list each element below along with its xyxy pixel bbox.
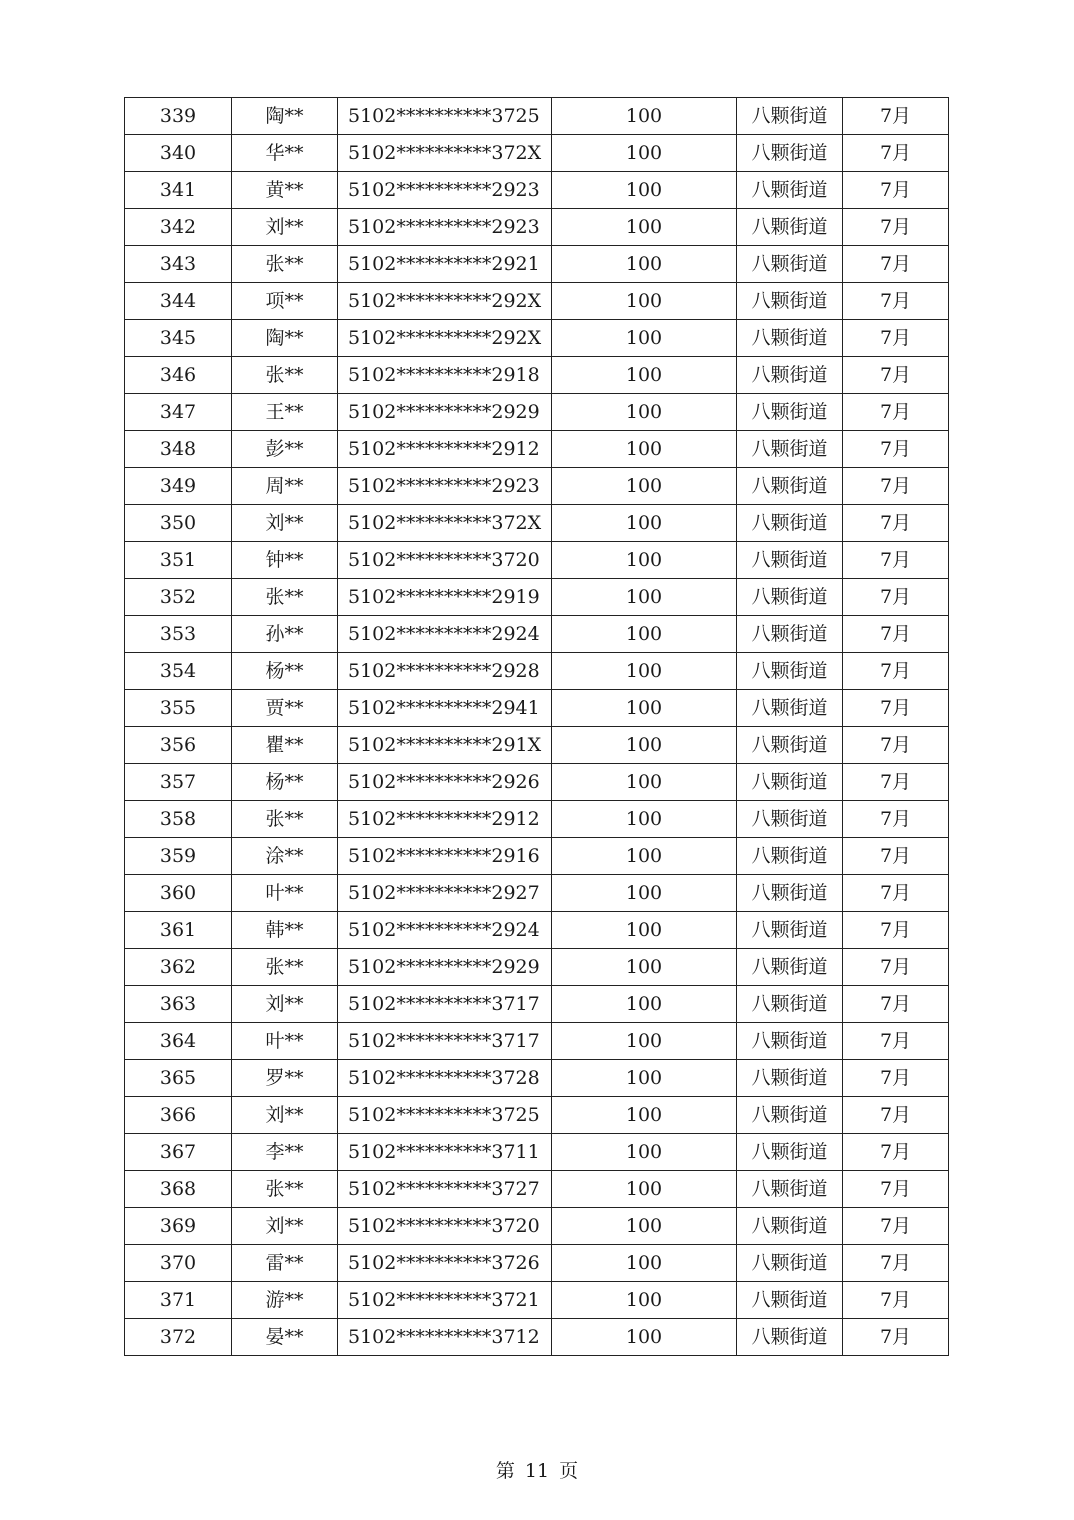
cell-amount: 100 xyxy=(552,653,737,690)
cell-street: 八颗街道 xyxy=(737,542,843,579)
cell-amount: 100 xyxy=(552,357,737,394)
cell-name: 陶** xyxy=(232,320,338,357)
cell-month: 7月 xyxy=(843,1134,949,1171)
cell-month: 7月 xyxy=(843,764,949,801)
table-row xyxy=(125,912,949,949)
cell-month: 7月 xyxy=(843,209,949,246)
cell-amount: 100 xyxy=(552,98,737,135)
cell-amount: 100 xyxy=(552,431,737,468)
cell-street: 八颗街道 xyxy=(737,1060,843,1097)
cell-amount: 100 xyxy=(552,1097,737,1134)
cell-name: 华** xyxy=(232,135,338,172)
cell-name: 周** xyxy=(232,468,338,505)
cell-street: 八颗街道 xyxy=(737,764,843,801)
cell-name: 项** xyxy=(232,283,338,320)
cell-month: 7月 xyxy=(843,135,949,172)
cell-street: 八颗街道 xyxy=(737,690,843,727)
table-row xyxy=(125,431,949,468)
cell-amount: 100 xyxy=(552,949,737,986)
cell-amount: 100 xyxy=(552,209,737,246)
cell-month: 7月 xyxy=(843,1171,949,1208)
table-row xyxy=(125,690,949,727)
cell-id-number: 5102**********291X xyxy=(338,727,552,764)
cell-month: 7月 xyxy=(843,172,949,209)
cell-street: 八颗街道 xyxy=(737,1245,843,1282)
cell-name: 叶** xyxy=(232,875,338,912)
cell-amount: 100 xyxy=(552,1023,737,1060)
cell-month: 7月 xyxy=(843,727,949,764)
cell-serial-number: 342 xyxy=(125,209,232,246)
cell-name: 李** xyxy=(232,1134,338,1171)
cell-serial-number: 350 xyxy=(125,505,232,542)
cell-name: 张** xyxy=(232,949,338,986)
table-row xyxy=(125,394,949,431)
cell-serial-number: 370 xyxy=(125,1245,232,1282)
cell-amount: 100 xyxy=(552,505,737,542)
cell-name: 贾** xyxy=(232,690,338,727)
cell-serial-number: 357 xyxy=(125,764,232,801)
cell-name: 韩** xyxy=(232,912,338,949)
cell-name: 刘** xyxy=(232,505,338,542)
cell-month: 7月 xyxy=(843,912,949,949)
cell-street: 八颗街道 xyxy=(737,135,843,172)
cell-name: 张** xyxy=(232,1171,338,1208)
table-row xyxy=(125,505,949,542)
table-row xyxy=(125,1171,949,1208)
cell-id-number: 5102**********3717 xyxy=(338,1023,552,1060)
cell-id-number: 5102**********2926 xyxy=(338,764,552,801)
cell-month: 7月 xyxy=(843,1245,949,1282)
cell-street: 八颗街道 xyxy=(737,468,843,505)
roster-table xyxy=(124,97,949,1356)
cell-street: 八颗街道 xyxy=(737,394,843,431)
cell-serial-number: 362 xyxy=(125,949,232,986)
cell-amount: 100 xyxy=(552,468,737,505)
cell-amount: 100 xyxy=(552,579,737,616)
cell-month: 7月 xyxy=(843,801,949,838)
cell-amount: 100 xyxy=(552,542,737,579)
cell-street: 八颗街道 xyxy=(737,283,843,320)
cell-month: 7月 xyxy=(843,320,949,357)
table-row xyxy=(125,579,949,616)
cell-id-number: 5102**********3720 xyxy=(338,1208,552,1245)
table-row xyxy=(125,727,949,764)
cell-month: 7月 xyxy=(843,394,949,431)
cell-serial-number: 364 xyxy=(125,1023,232,1060)
table-row xyxy=(125,468,949,505)
cell-id-number: 5102**********3728 xyxy=(338,1060,552,1097)
cell-month: 7月 xyxy=(843,1023,949,1060)
table-row xyxy=(125,764,949,801)
cell-street: 八颗街道 xyxy=(737,320,843,357)
cell-amount: 100 xyxy=(552,1208,737,1245)
cell-id-number: 5102**********3727 xyxy=(338,1171,552,1208)
cell-serial-number: 358 xyxy=(125,801,232,838)
cell-serial-number: 343 xyxy=(125,246,232,283)
cell-amount: 100 xyxy=(552,690,737,727)
cell-name: 彭** xyxy=(232,431,338,468)
cell-name: 张** xyxy=(232,801,338,838)
cell-serial-number: 345 xyxy=(125,320,232,357)
cell-serial-number: 341 xyxy=(125,172,232,209)
cell-amount: 100 xyxy=(552,1134,737,1171)
table-row xyxy=(125,616,949,653)
cell-id-number: 5102**********3726 xyxy=(338,1245,552,1282)
cell-id-number: 5102**********3712 xyxy=(338,1319,552,1356)
cell-name: 钟** xyxy=(232,542,338,579)
cell-street: 八颗街道 xyxy=(737,1023,843,1060)
cell-id-number: 5102**********2923 xyxy=(338,209,552,246)
cell-name: 刘** xyxy=(232,1208,338,1245)
cell-serial-number: 365 xyxy=(125,1060,232,1097)
cell-serial-number: 347 xyxy=(125,394,232,431)
cell-serial-number: 366 xyxy=(125,1097,232,1134)
cell-serial-number: 349 xyxy=(125,468,232,505)
cell-month: 7月 xyxy=(843,1208,949,1245)
cell-street: 八颗街道 xyxy=(737,1282,843,1319)
cell-month: 7月 xyxy=(843,949,949,986)
table-row xyxy=(125,949,949,986)
cell-id-number: 5102**********2924 xyxy=(338,912,552,949)
cell-serial-number: 369 xyxy=(125,1208,232,1245)
cell-amount: 100 xyxy=(552,727,737,764)
table-row xyxy=(125,542,949,579)
table-row xyxy=(125,246,949,283)
cell-month: 7月 xyxy=(843,653,949,690)
cell-amount: 100 xyxy=(552,616,737,653)
cell-street: 八颗街道 xyxy=(737,1097,843,1134)
cell-id-number: 5102**********292X xyxy=(338,283,552,320)
cell-month: 7月 xyxy=(843,1319,949,1356)
cell-name: 杨** xyxy=(232,653,338,690)
cell-name: 晏** xyxy=(232,1319,338,1356)
cell-id-number: 5102**********3720 xyxy=(338,542,552,579)
cell-serial-number: 355 xyxy=(125,690,232,727)
cell-month: 7月 xyxy=(843,246,949,283)
cell-name: 张** xyxy=(232,357,338,394)
cell-serial-number: 354 xyxy=(125,653,232,690)
cell-serial-number: 352 xyxy=(125,579,232,616)
table-row xyxy=(125,1097,949,1134)
cell-serial-number: 359 xyxy=(125,838,232,875)
cell-id-number: 5102**********372X xyxy=(338,135,552,172)
table-row xyxy=(125,320,949,357)
cell-month: 7月 xyxy=(843,468,949,505)
cell-id-number: 5102**********2923 xyxy=(338,172,552,209)
roster-table-body xyxy=(125,98,949,1356)
cell-name: 张** xyxy=(232,246,338,283)
cell-name: 涂** xyxy=(232,838,338,875)
cell-id-number: 5102**********2912 xyxy=(338,801,552,838)
cell-street: 八颗街道 xyxy=(737,209,843,246)
table-row xyxy=(125,801,949,838)
cell-amount: 100 xyxy=(552,912,737,949)
cell-month: 7月 xyxy=(843,579,949,616)
table-row xyxy=(125,1319,949,1356)
cell-street: 八颗街道 xyxy=(737,505,843,542)
table-row xyxy=(125,209,949,246)
cell-name: 陶** xyxy=(232,98,338,135)
cell-street: 八颗街道 xyxy=(737,172,843,209)
cell-serial-number: 361 xyxy=(125,912,232,949)
table-row xyxy=(125,1023,949,1060)
table-row xyxy=(125,1245,949,1282)
cell-serial-number: 356 xyxy=(125,727,232,764)
cell-serial-number: 368 xyxy=(125,1171,232,1208)
cell-street: 八颗街道 xyxy=(737,1171,843,1208)
cell-id-number: 5102**********2929 xyxy=(338,394,552,431)
cell-street: 八颗街道 xyxy=(737,838,843,875)
cell-amount: 100 xyxy=(552,172,737,209)
page-number: 第 11 页 xyxy=(495,1460,579,1482)
cell-street: 八颗街道 xyxy=(737,616,843,653)
cell-street: 八颗街道 xyxy=(737,801,843,838)
table-row xyxy=(125,1060,949,1097)
cell-amount: 100 xyxy=(552,1060,737,1097)
cell-serial-number: 367 xyxy=(125,1134,232,1171)
cell-amount: 100 xyxy=(552,135,737,172)
cell-name: 刘** xyxy=(232,986,338,1023)
cell-id-number: 5102**********3711 xyxy=(338,1134,552,1171)
cell-amount: 100 xyxy=(552,1171,737,1208)
cell-street: 八颗街道 xyxy=(737,357,843,394)
cell-amount: 100 xyxy=(552,1319,737,1356)
cell-street: 八颗街道 xyxy=(737,246,843,283)
cell-name: 王** xyxy=(232,394,338,431)
cell-month: 7月 xyxy=(843,1060,949,1097)
cell-amount: 100 xyxy=(552,246,737,283)
cell-street: 八颗街道 xyxy=(737,653,843,690)
table-row xyxy=(125,986,949,1023)
cell-serial-number: 353 xyxy=(125,616,232,653)
cell-serial-number: 363 xyxy=(125,986,232,1023)
cell-month: 7月 xyxy=(843,986,949,1023)
cell-serial-number: 346 xyxy=(125,357,232,394)
cell-id-number: 5102**********2927 xyxy=(338,875,552,912)
cell-amount: 100 xyxy=(552,1245,737,1282)
cell-id-number: 5102**********3721 xyxy=(338,1282,552,1319)
cell-id-number: 5102**********2941 xyxy=(338,690,552,727)
cell-serial-number: 339 xyxy=(125,98,232,135)
cell-id-number: 5102**********3717 xyxy=(338,986,552,1023)
cell-amount: 100 xyxy=(552,875,737,912)
cell-amount: 100 xyxy=(552,801,737,838)
cell-street: 八颗街道 xyxy=(737,949,843,986)
cell-id-number: 5102**********3725 xyxy=(338,98,552,135)
cell-id-number: 5102**********2918 xyxy=(338,357,552,394)
cell-name: 雷** xyxy=(232,1245,338,1282)
cell-street: 八颗街道 xyxy=(737,579,843,616)
cell-id-number: 5102**********2912 xyxy=(338,431,552,468)
cell-id-number: 5102**********2919 xyxy=(338,579,552,616)
cell-month: 7月 xyxy=(843,616,949,653)
cell-street: 八颗街道 xyxy=(737,431,843,468)
cell-street: 八颗街道 xyxy=(737,98,843,135)
table-row xyxy=(125,1282,949,1319)
cell-street: 八颗街道 xyxy=(737,1208,843,1245)
cell-name: 罗** xyxy=(232,1060,338,1097)
cell-month: 7月 xyxy=(843,690,949,727)
cell-month: 7月 xyxy=(843,875,949,912)
cell-serial-number: 344 xyxy=(125,283,232,320)
cell-name: 叶** xyxy=(232,1023,338,1060)
cell-id-number: 5102**********2928 xyxy=(338,653,552,690)
cell-street: 八颗街道 xyxy=(737,986,843,1023)
cell-name: 刘** xyxy=(232,209,338,246)
cell-amount: 100 xyxy=(552,320,737,357)
table-row xyxy=(125,1134,949,1171)
cell-month: 7月 xyxy=(843,98,949,135)
cell-street: 八颗街道 xyxy=(737,875,843,912)
cell-name: 黄** xyxy=(232,172,338,209)
cell-month: 7月 xyxy=(843,283,949,320)
cell-name: 刘** xyxy=(232,1097,338,1134)
cell-id-number: 5102**********2921 xyxy=(338,246,552,283)
cell-street: 八颗街道 xyxy=(737,912,843,949)
cell-id-number: 5102**********292X xyxy=(338,320,552,357)
cell-id-number: 5102**********2916 xyxy=(338,838,552,875)
cell-month: 7月 xyxy=(843,357,949,394)
cell-month: 7月 xyxy=(843,542,949,579)
cell-amount: 100 xyxy=(552,838,737,875)
table-row xyxy=(125,172,949,209)
table-row xyxy=(125,838,949,875)
table-row xyxy=(125,98,949,135)
table-row xyxy=(125,357,949,394)
cell-amount: 100 xyxy=(552,283,737,320)
cell-serial-number: 351 xyxy=(125,542,232,579)
cell-street: 八颗街道 xyxy=(737,1319,843,1356)
cell-amount: 100 xyxy=(552,394,737,431)
table-row xyxy=(125,283,949,320)
cell-name: 游** xyxy=(232,1282,338,1319)
cell-name: 张** xyxy=(232,579,338,616)
cell-id-number: 5102**********372X xyxy=(338,505,552,542)
cell-id-number: 5102**********2929 xyxy=(338,949,552,986)
cell-amount: 100 xyxy=(552,1282,737,1319)
cell-serial-number: 348 xyxy=(125,431,232,468)
table-row xyxy=(125,135,949,172)
cell-month: 7月 xyxy=(843,838,949,875)
table-row xyxy=(125,1208,949,1245)
cell-name: 杨** xyxy=(232,764,338,801)
cell-serial-number: 372 xyxy=(125,1319,232,1356)
cell-month: 7月 xyxy=(843,1097,949,1134)
cell-month: 7月 xyxy=(843,431,949,468)
cell-serial-number: 360 xyxy=(125,875,232,912)
cell-amount: 100 xyxy=(552,764,737,801)
cell-id-number: 5102**********2924 xyxy=(338,616,552,653)
cell-name: 瞿** xyxy=(232,727,338,764)
cell-month: 7月 xyxy=(843,1282,949,1319)
cell-id-number: 5102**********3725 xyxy=(338,1097,552,1134)
cell-serial-number: 340 xyxy=(125,135,232,172)
cell-amount: 100 xyxy=(552,986,737,1023)
cell-name: 孙** xyxy=(232,616,338,653)
cell-street: 八颗街道 xyxy=(737,727,843,764)
table-row xyxy=(125,653,949,690)
cell-month: 7月 xyxy=(843,505,949,542)
table-row xyxy=(125,875,949,912)
cell-serial-number: 371 xyxy=(125,1282,232,1319)
cell-id-number: 5102**********2923 xyxy=(338,468,552,505)
cell-street: 八颗街道 xyxy=(737,1134,843,1171)
